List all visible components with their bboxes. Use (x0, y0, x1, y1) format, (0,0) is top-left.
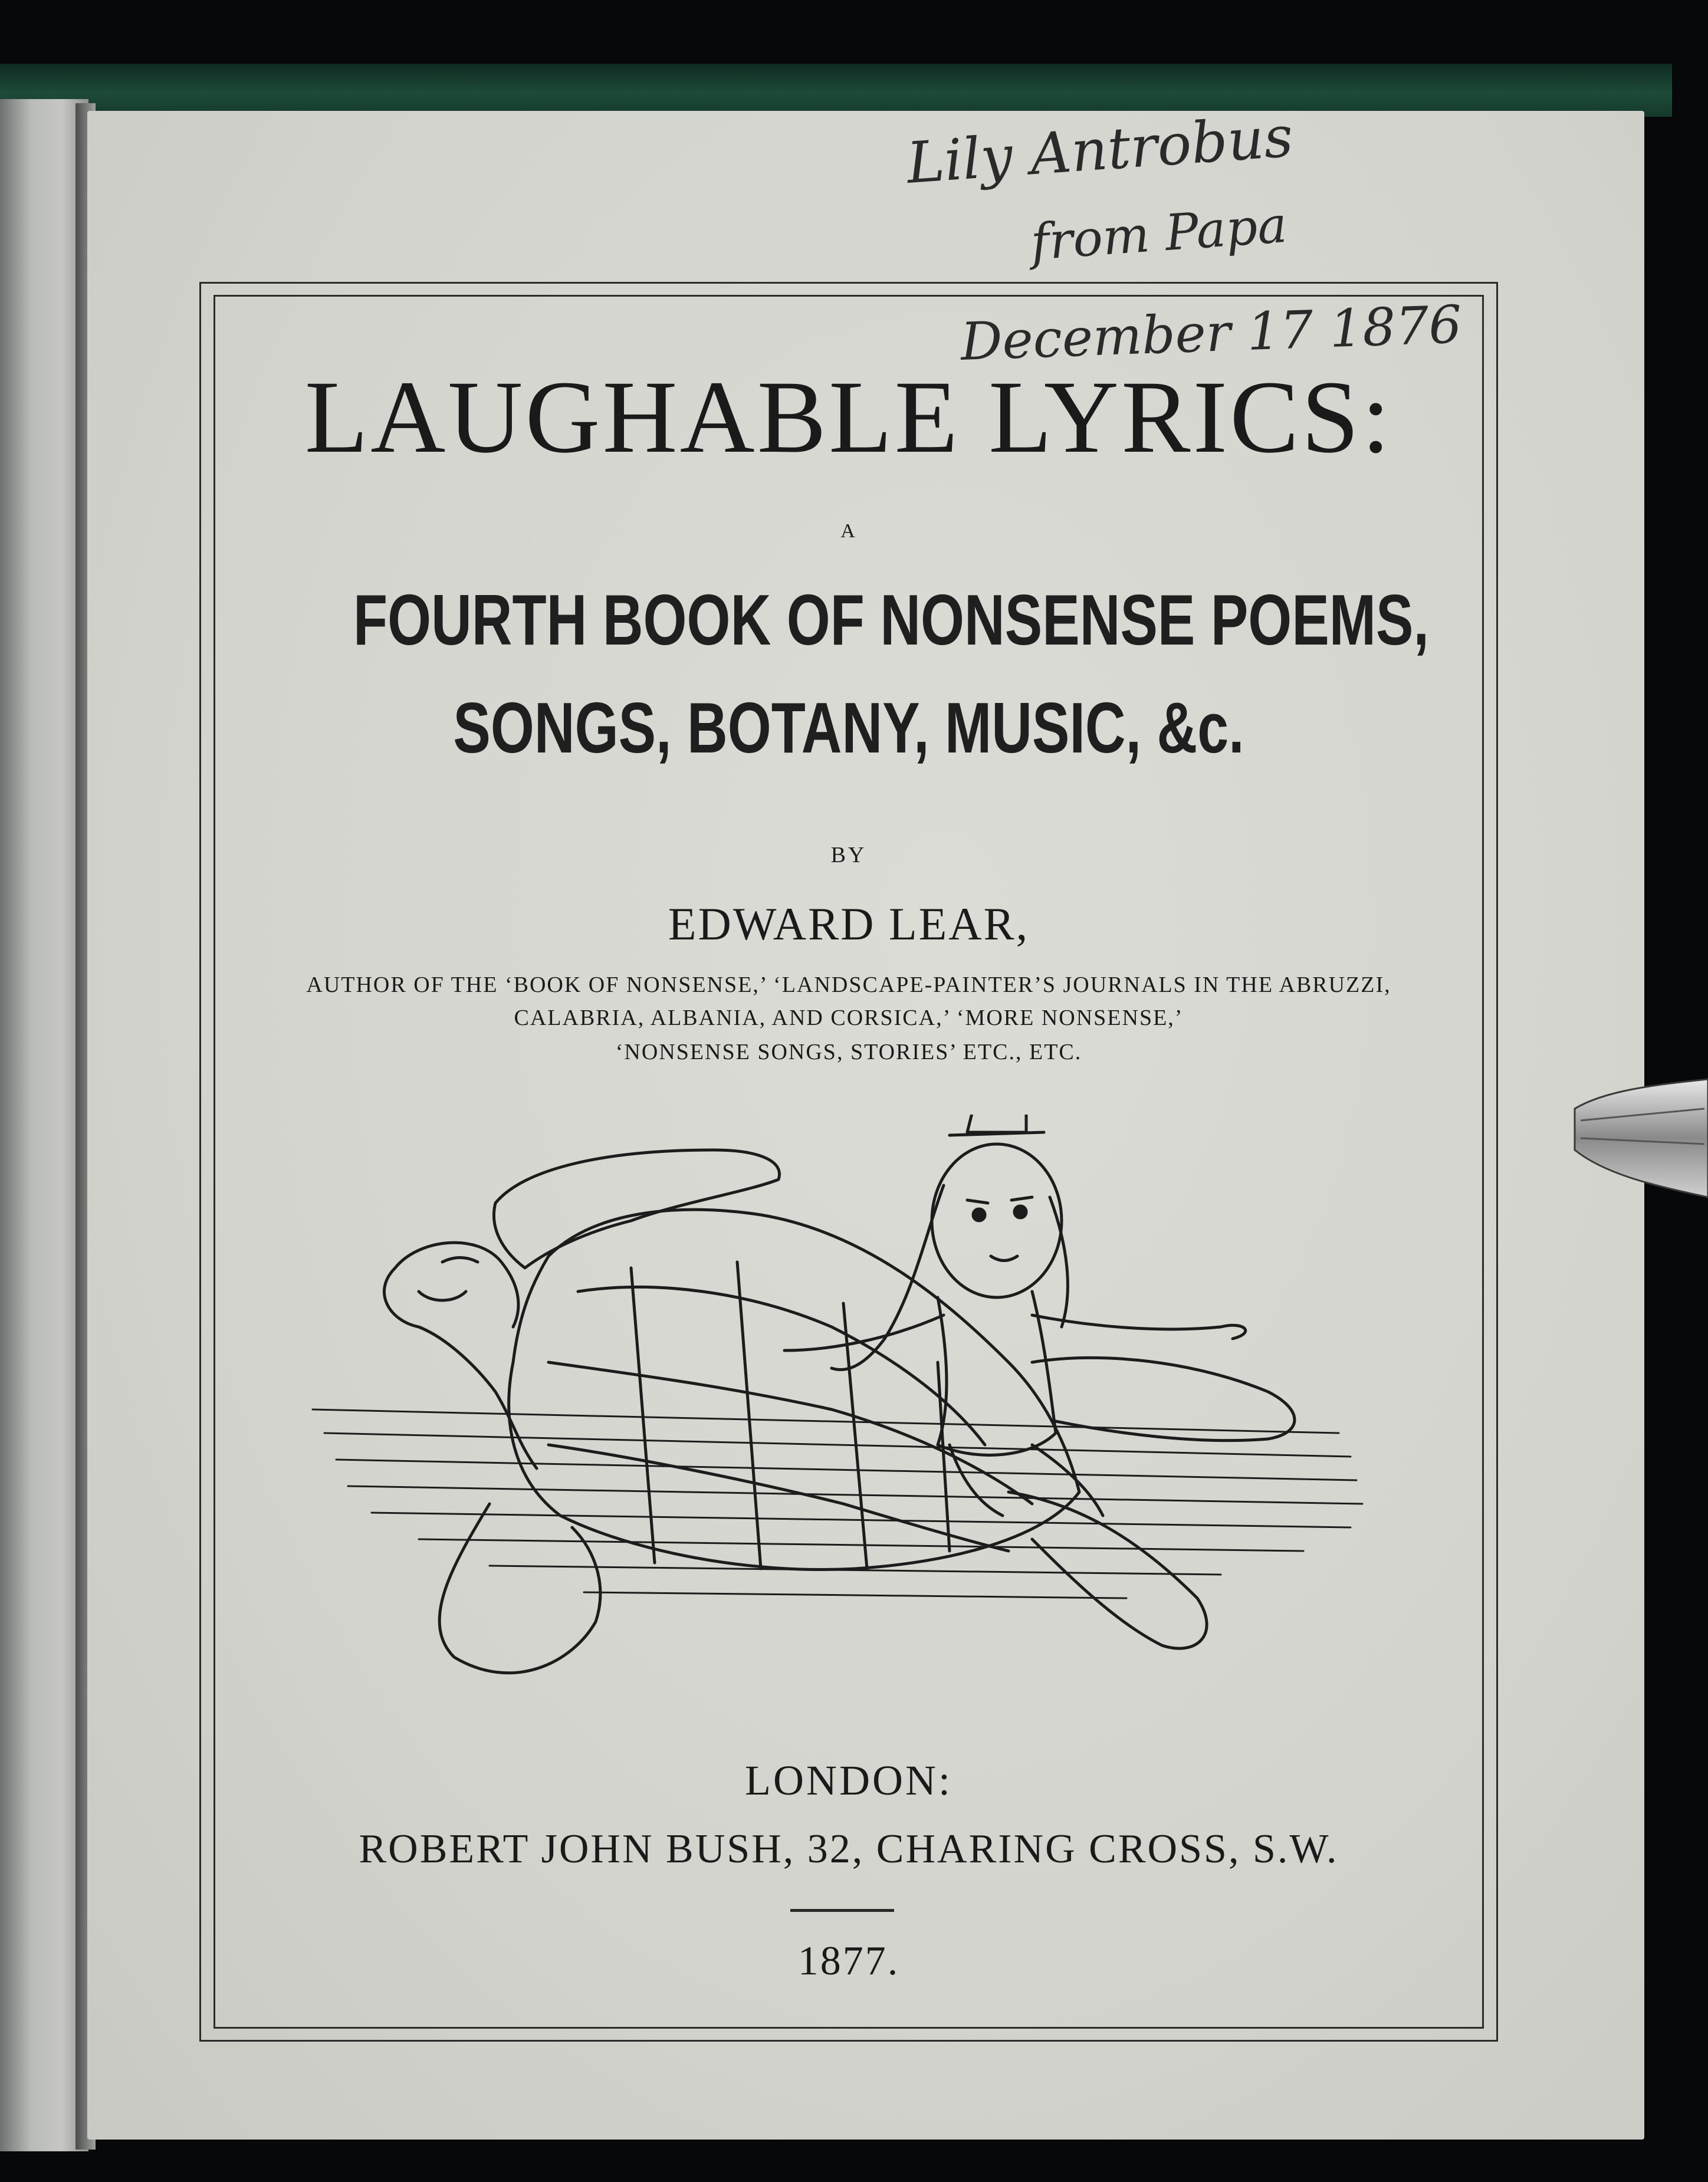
subtitle-line-1: FOURTH BOOK OF NONSENSE POEMS, (353, 580, 1429, 660)
imprint-divider (790, 1909, 894, 1912)
handwritten-inscription (885, 100, 1533, 395)
author-credits-line-1: AUTHOR OF THE ‘BOOK OF NONSENSE,’ ‘LANDSCAPE-PAINTER’S JOURNALS IN THE ABRUZZI, (306, 972, 1391, 997)
author-credits-line-2: CALABRIA, ALBANIA, AND CORSICA,’ ‘MORE NONSENSE,’ (514, 1005, 1184, 1030)
turtle-rider-illustration (301, 1115, 1398, 1710)
author-credits-line-3: ‘NONSENSE SONGS, STORIES’ ETC., ETC. (615, 1040, 1082, 1064)
author-name: EDWARD LEAR, (668, 898, 1030, 949)
girl-rider (784, 1115, 1246, 1516)
inscription-from: from Papa (1029, 195, 1289, 271)
inscription-date: December 17 1876 (960, 294, 1463, 372)
imprint-year: 1877. (797, 1938, 900, 1984)
subtitle-line-2: SONGS, BOTANY, MUSIC, &c. (453, 688, 1244, 768)
page-clip (1569, 1062, 1708, 1215)
imprint-publisher: ROBERT JOHN BUSH, 32, CHARING CROSS, S.W. (359, 1826, 1339, 1872)
book-title: LAUGHABLE LYRICS: (304, 360, 1393, 475)
inscription-name: Lily Antrobus (904, 103, 1295, 196)
byline: BY (830, 843, 867, 867)
imprint-place: LONDON: (745, 1757, 952, 1804)
article-a: A (840, 520, 857, 542)
